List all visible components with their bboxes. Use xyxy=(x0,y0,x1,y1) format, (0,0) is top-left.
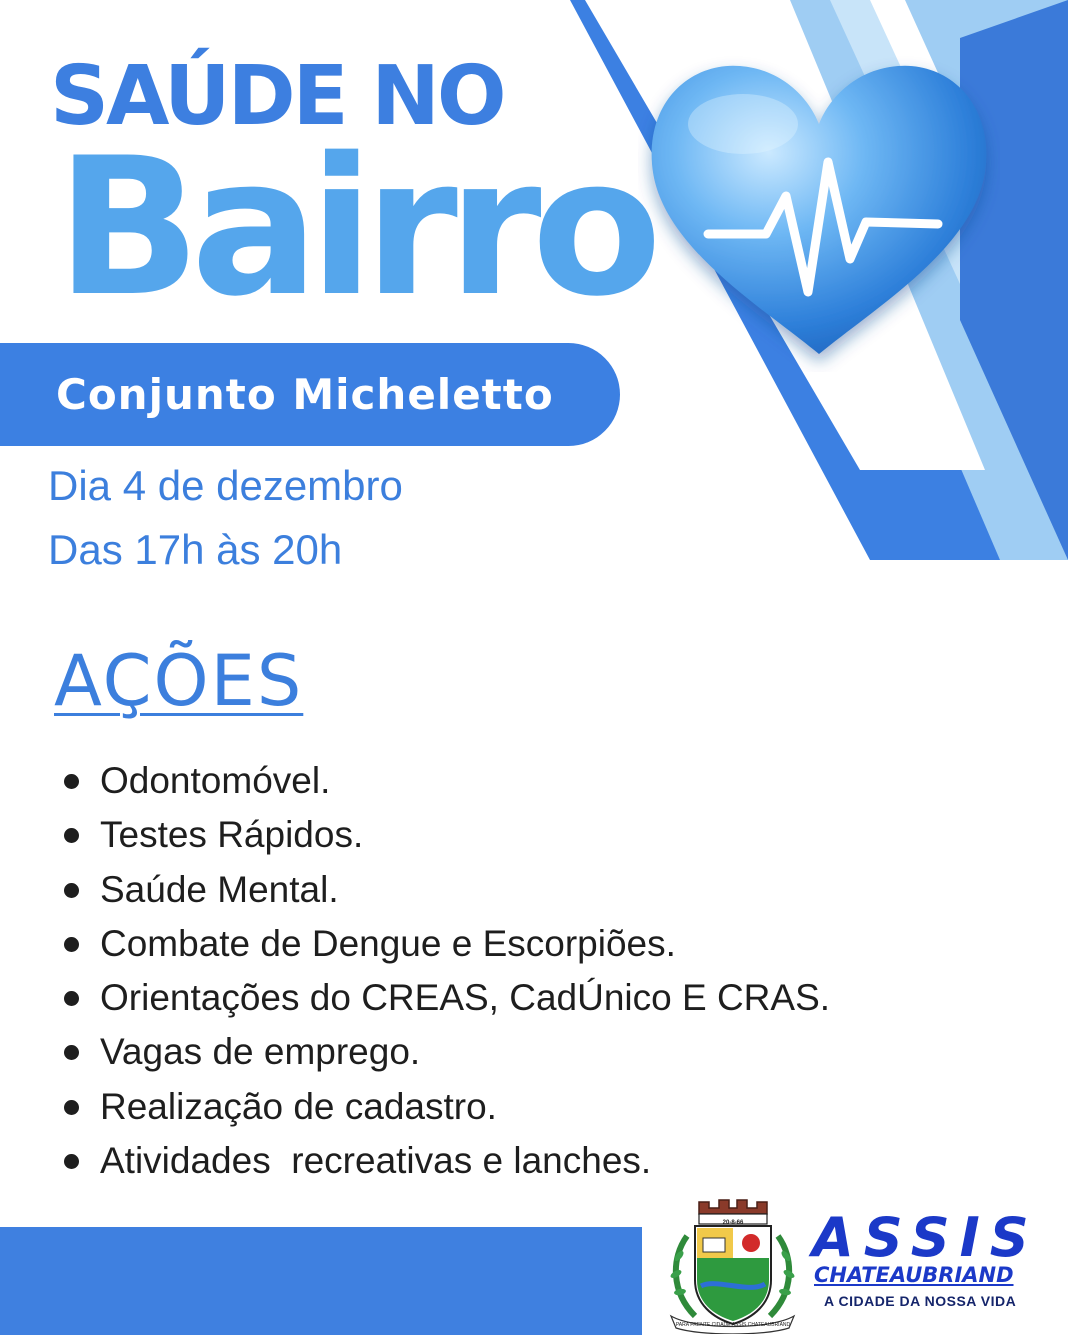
brand-name: ASSIS xyxy=(812,1206,1039,1269)
list-item xyxy=(64,808,830,862)
bullet-icon xyxy=(64,883,79,898)
bullet-icon xyxy=(64,1154,79,1169)
bullet-icon xyxy=(64,991,79,1006)
list-item-text: Orientações do CREAS, CadÚnico E CRAS. xyxy=(100,977,831,1019)
heart-pulse-icon xyxy=(638,54,1000,372)
coat-of-arms-icon xyxy=(665,1196,800,1334)
crest-motto: PARA FRENTE CIDADE ASSIS CHATEAUBRIAND xyxy=(675,1322,791,1328)
list-item xyxy=(64,754,830,808)
actions-heading: AÇÕES xyxy=(54,640,304,722)
list-item-text: Atividades recreativas e lanches. xyxy=(100,1140,652,1182)
location-banner xyxy=(0,343,620,446)
actions-list xyxy=(64,754,830,1188)
event-date: Dia 4 de dezembro xyxy=(48,462,403,509)
list-item-text: Testes Rápidos. xyxy=(100,814,364,856)
list-item-text: Saúde Mental. xyxy=(100,868,339,910)
list-item-text: Combate de Dengue e Escorpiões. xyxy=(100,922,676,964)
list-item xyxy=(64,1134,830,1188)
brand-subtitle: CHATEAUBRIAND xyxy=(814,1263,1014,1287)
list-item xyxy=(64,971,830,1025)
list-item-text: Realização de cadastro. xyxy=(100,1085,497,1127)
list-item xyxy=(64,863,830,917)
bullet-icon xyxy=(64,774,79,789)
event-time: Das 17h às 20h xyxy=(48,526,343,573)
brand-slogan: A CIDADE DA NOSSA VIDA xyxy=(824,1293,1017,1309)
bullet-icon xyxy=(64,828,79,843)
bullet-icon xyxy=(64,1045,79,1060)
bullet-icon xyxy=(64,1100,79,1115)
list-item xyxy=(64,917,830,971)
footer-band xyxy=(0,1227,642,1335)
list-item xyxy=(64,1025,830,1079)
bullet-icon xyxy=(64,937,79,952)
title-line1: SAÚDE NO xyxy=(50,49,504,144)
crest-date: 20-8-66 xyxy=(722,1220,744,1226)
location-label: Conjunto Micheletto xyxy=(56,370,554,419)
list-item-text: Vagas de emprego. xyxy=(100,1031,421,1073)
list-item xyxy=(64,1080,830,1134)
list-item-text: Odontomóvel. xyxy=(100,760,331,801)
brand-logo xyxy=(812,1206,1052,1325)
title-line2: Bairro xyxy=(56,117,653,338)
